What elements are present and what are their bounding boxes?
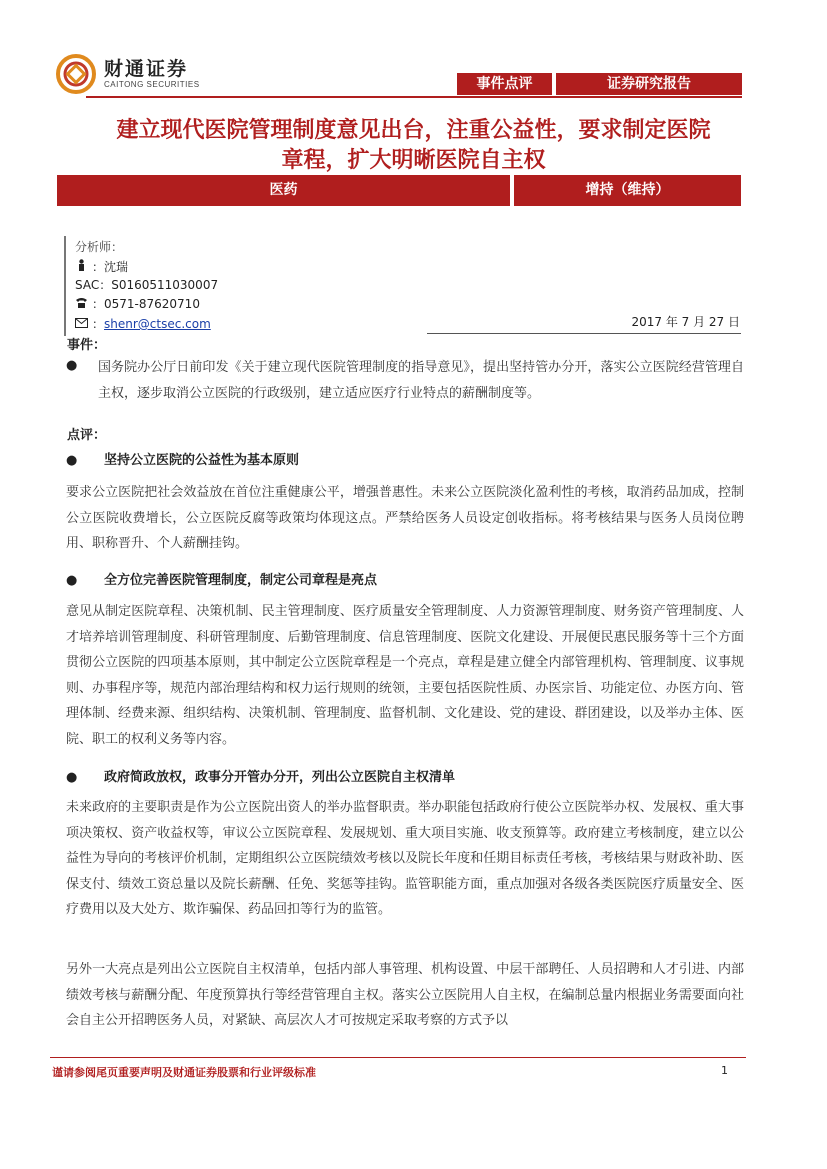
analyst-phone-row xyxy=(75,295,200,313)
analyst-email-row: ：shenr@ctsec.com xyxy=(75,315,211,333)
logo-text-cn: 财通证券 xyxy=(104,58,189,80)
logo-text-en: CAITONG SECURITIES xyxy=(104,80,200,89)
analyst-heading: 分析师： xyxy=(75,240,124,254)
section-paragraph: 意见从制定医院章程、决策机制、民主管理制度、医疗质量安全管理制度、人力资源管理制度、财务资产管理制度、人才培养培训管理制度、科研管理制度、后勤管理制度、信息管理制度、医院文化建设、开展便民惠民服务等十三个方面贯彻公立医院的四项基本原则，其中制定公立医院章程是一个亮点，章程是建立健全内部管理机构、管理制度、议事规则、办事程序等，规范内部治理结构和权力运行规则的统领，主要包括医院性质、办医宗旨、功能定位、办医方向、管理体制、经费来源、组织结构、决策机制、管理制度、监督机制、文化建设、党的建设、群团建设，以及举办主体、医院、职工的权利义务等内容。 xyxy=(66,604,744,747)
event-text: 国务院办公厅日前印发《关于建立现代医院管理制度的指导意见》，提出坚持管办分开，落实公立医院经营管理自主权，逐步取消公立医院的行政级别，建立适应医疗行业特点的薪酬制度等。 xyxy=(98,360,744,401)
section-heading: ● 政府简政放权，政事分开管办分开，列出公立医院自主权清单 xyxy=(66,770,456,785)
footer-divider xyxy=(50,1057,746,1058)
report-title-line2: 章程，扩大明晰医院自主权 xyxy=(281,148,546,173)
date-divider xyxy=(427,333,741,334)
tag-event-review: 事件点评 xyxy=(457,73,552,95)
analyst-name: ：沈瑞 xyxy=(92,260,129,274)
report-date: 2017 年 7 月 27 日 xyxy=(631,315,740,329)
phone-icon xyxy=(75,295,88,313)
bullet-icon: ● xyxy=(66,358,78,373)
section-paragraph: 要求公立医院把社会效益放在首位注重健康公平，增强普惠性。未来公立医院淡化盈利性的考核，取消药品加成，控制公立医院收费增长，公立医院反腐等政策均体现这点。严禁给医务人员设定创收指标。将考核结果与医务人员岗位聘用、职称晋升、个人薪酬挂钩。 xyxy=(66,485,744,551)
comment-heading: 点评： xyxy=(67,428,107,443)
analyst-divider xyxy=(64,236,66,336)
event-heading: 事件： xyxy=(67,338,107,353)
report-title-line1: 建立现代医院管理制度意见出台，注重公益性，要求制定医院 xyxy=(116,118,711,143)
caitong-logo-icon xyxy=(56,54,96,94)
analyst-email-link[interactable]: shenr@ctsec.com xyxy=(104,317,211,331)
footer-disclaimer: 谨请参阅尾页重要声明及财通证券股票和行业评级标准 xyxy=(52,1066,316,1079)
page-number: 1 xyxy=(721,1064,728,1077)
analyst-phone: ：0571-87620710 xyxy=(92,297,200,311)
section-heading: ● 全方位完善医院管理制度，制定公司章程是亮点 xyxy=(66,573,378,588)
tag-research-report: 证券研究报告 xyxy=(556,73,742,95)
bullet-icon: ● xyxy=(66,770,78,785)
analyst-sac: SAC：S0160511030007 xyxy=(75,278,219,292)
industry-label: 医药 xyxy=(57,175,510,206)
bullet-icon: ● xyxy=(66,453,78,468)
section-paragraph: 未来政府的主要职责是作为公立医院出资人的举办监督职责。举办职能包括政府行使公立医院举办权、发展权、重大事项决策权、资产收益权等，审议公立医院章程、发展规划、重大项目实施、收支预算等。政府建立考核制度，建立以公益性为导向的考核评价机制，定期组织公立医院绩效考核以及院长年度和任期目标责任考核，考核结果与财政补助、医保支付、绩效工资总量以及院长薪酬、任免、奖惩等挂钩。监管职能方面，重点加强对各级各类医院医疗质量安全、医疗费用以及大处方、欺诈骗保、药品回扣等行为的监管。 xyxy=(66,800,744,917)
header-divider xyxy=(86,96,742,98)
section-paragraph: 另外一大亮点是列出公立医院自主权清单，包括内部人事管理、机构设置、中层干部聘任、人员招聘和人才引进、内部绩效考核与薪酬分配、年度预算执行等经营管理自主权。落实公立医院用人自主权，在编制总量内根据业务需要面向社会自主公开招聘医务人员，对紧缺、高层次人才可按规定采取考察的方式予以 xyxy=(66,962,744,1028)
section-heading: ● 坚持公立医院的公益性为基本原则 xyxy=(66,453,300,468)
person-icon xyxy=(75,258,88,276)
mail-icon xyxy=(75,315,88,333)
analyst-name-row xyxy=(75,258,128,276)
rating-label: 增持（维持） xyxy=(514,175,741,206)
bullet-icon: ● xyxy=(66,573,78,588)
